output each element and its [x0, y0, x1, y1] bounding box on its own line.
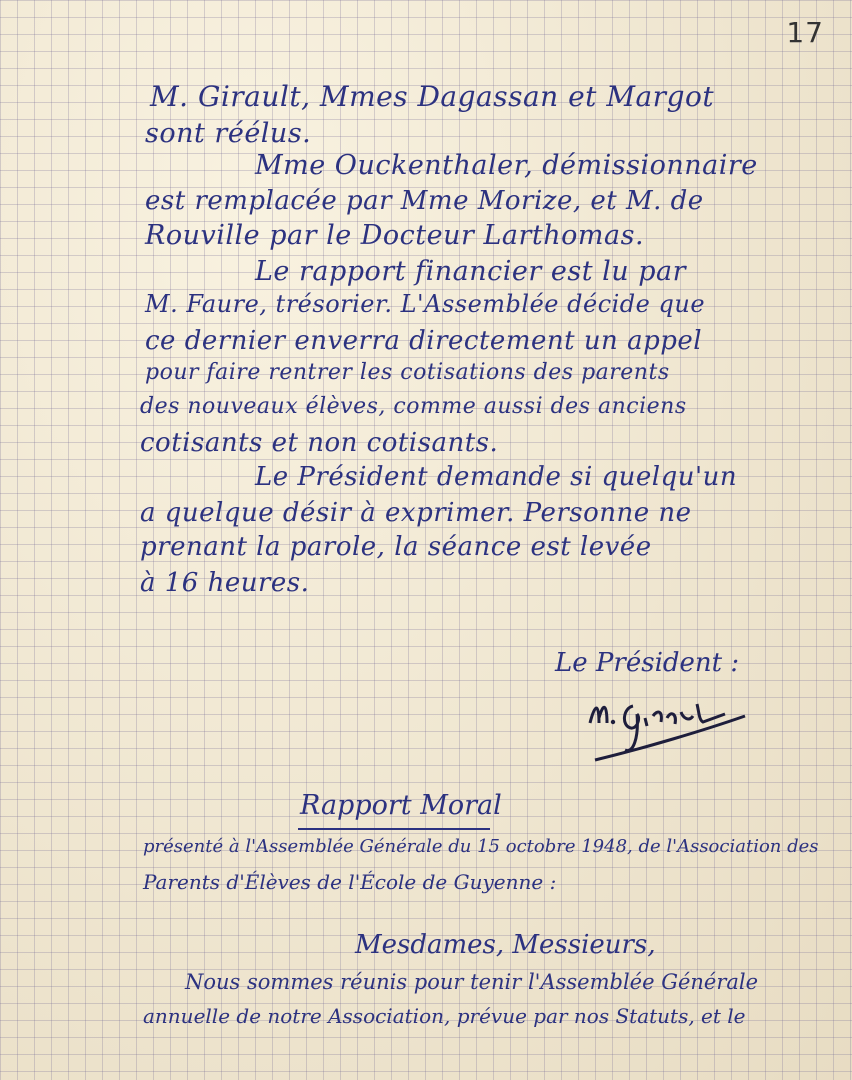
- handwritten-signature: [585, 688, 755, 768]
- text-line: sont réélus.: [145, 118, 312, 149]
- heading-underline: [298, 828, 490, 830]
- page-number: 17: [786, 16, 824, 49]
- signature-block: [555, 648, 785, 778]
- text-line: pour faire rentrer les cotisations des parents: [145, 360, 670, 385]
- intro-line: Parents d'Élèves de l'École de Guyenne :: [143, 870, 557, 894]
- body-line: annuelle de notre Association, prévue par nos Statuts, et le: [143, 1004, 746, 1028]
- text-line: à 16 heures.: [140, 568, 310, 598]
- text-line: M. Faure, trésorier. L'Assemblée décide que: [145, 290, 706, 318]
- section-heading: Rapport Moral: [300, 790, 502, 821]
- text-line: Mme Ouckenthaler, démissionnaire: [255, 150, 758, 181]
- text-line: ce dernier enverra directement un appel: [145, 326, 703, 356]
- text-line: prenant la parole, la séance est levée: [140, 532, 652, 562]
- text-line: M. Girault, Mmes Dagassan et Margot: [150, 80, 715, 113]
- body-line: Nous sommes réunis pour tenir l'Assemblée Générale: [185, 970, 759, 994]
- text-line: est remplacée par Mme Morize, et M. de: [145, 186, 704, 216]
- text-line: Le rapport financier est lu par: [255, 256, 687, 287]
- text-line: Rouville par le Docteur Larthomas.: [145, 220, 645, 251]
- text-line: a quelque désir à exprimer. Personne ne: [140, 498, 692, 528]
- salutation: Mesdames, Messieurs,: [355, 930, 656, 960]
- text-line: des nouveaux élèves, comme aussi des anciens: [140, 394, 687, 419]
- intro-line: présenté à l'Assemblée Générale du 15 octobre 1948, de l'Association des: [143, 836, 819, 857]
- text-line: Le Président demande si quelqu'un: [255, 462, 738, 492]
- text-line: cotisants et non cotisants.: [140, 428, 499, 458]
- signature-title: Le Président :: [555, 648, 740, 678]
